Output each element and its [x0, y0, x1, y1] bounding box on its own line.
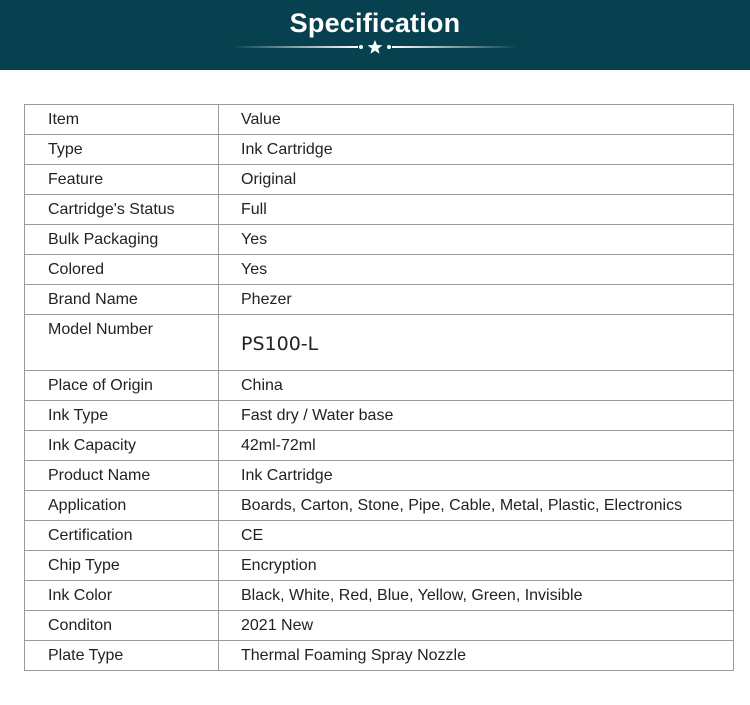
table-row: [25, 551, 734, 581]
row-label: Chip Type: [25, 551, 219, 581]
row-value: China: [219, 371, 734, 401]
table-row: [25, 195, 734, 225]
row-label: Ink Capacity: [25, 431, 219, 461]
row-label: Place of Origin: [25, 371, 219, 401]
row-label: Ink Color: [25, 581, 219, 611]
table-row: [25, 491, 734, 521]
table-row: [25, 315, 734, 371]
row-value: Ink Cartridge: [219, 461, 734, 491]
row-value: Fast dry / Water base: [219, 401, 734, 431]
row-label: Plate Type: [25, 641, 219, 671]
header-banner: [0, 0, 750, 70]
table-row: [25, 371, 734, 401]
table-row: [25, 611, 734, 641]
right-divider-line: [392, 46, 518, 48]
page-title: Specification: [289, 8, 461, 38]
row-value: Full: [219, 195, 734, 225]
row-value: Ink Cartridge: [219, 135, 734, 165]
row-label: Cartridge's Status: [25, 195, 219, 225]
row-value: Yes: [219, 225, 734, 255]
row-label: Brand Name: [25, 285, 219, 315]
row-value: Black, White, Red, Blue, Yellow, Green, Invisible: [219, 581, 734, 611]
row-label: Product Name: [25, 461, 219, 491]
row-value: Boards, Carton, Stone, Pipe, Cable, Metal, Plastic, Electronics: [219, 491, 734, 521]
row-label: Model Number: [25, 315, 219, 371]
star-divider-icon: [355, 38, 395, 56]
table-row: [25, 401, 734, 431]
row-value: Thermal Foaming Spray Nozzle: [219, 641, 734, 671]
row-value: Yes: [219, 255, 734, 285]
left-divider-line: [232, 46, 358, 48]
table-row: [25, 581, 734, 611]
row-value: Phezer: [219, 285, 734, 315]
table-row: [25, 521, 734, 551]
row-label: Feature: [25, 165, 219, 195]
specification-table: [24, 104, 734, 671]
table-row: [25, 225, 734, 255]
table-row: [25, 135, 734, 165]
table-row: [25, 255, 734, 285]
row-value: 2021 New: [219, 611, 734, 641]
row-label: Type: [25, 135, 219, 165]
table-row: [25, 461, 734, 491]
table-row: [25, 431, 734, 461]
column-header-item: Item: [25, 105, 219, 135]
row-label: Conditon: [25, 611, 219, 641]
row-value: [219, 315, 734, 371]
row-label: Certification: [25, 521, 219, 551]
row-value: 42ml-72ml: [219, 431, 734, 461]
table-row: [25, 641, 734, 671]
row-label: Application: [25, 491, 219, 521]
row-label: Colored: [25, 255, 219, 285]
table-header-row: [25, 105, 734, 135]
column-header-value: Value: [219, 105, 734, 135]
table-row: [25, 285, 734, 315]
row-label: Ink Type: [25, 401, 219, 431]
table-row: [25, 165, 734, 195]
row-value: CE: [219, 521, 734, 551]
model-number-value: PS100-L: [241, 332, 319, 355]
row-value: Encryption: [219, 551, 734, 581]
row-label: Bulk Packaging: [25, 225, 219, 255]
row-value: Original: [219, 165, 734, 195]
